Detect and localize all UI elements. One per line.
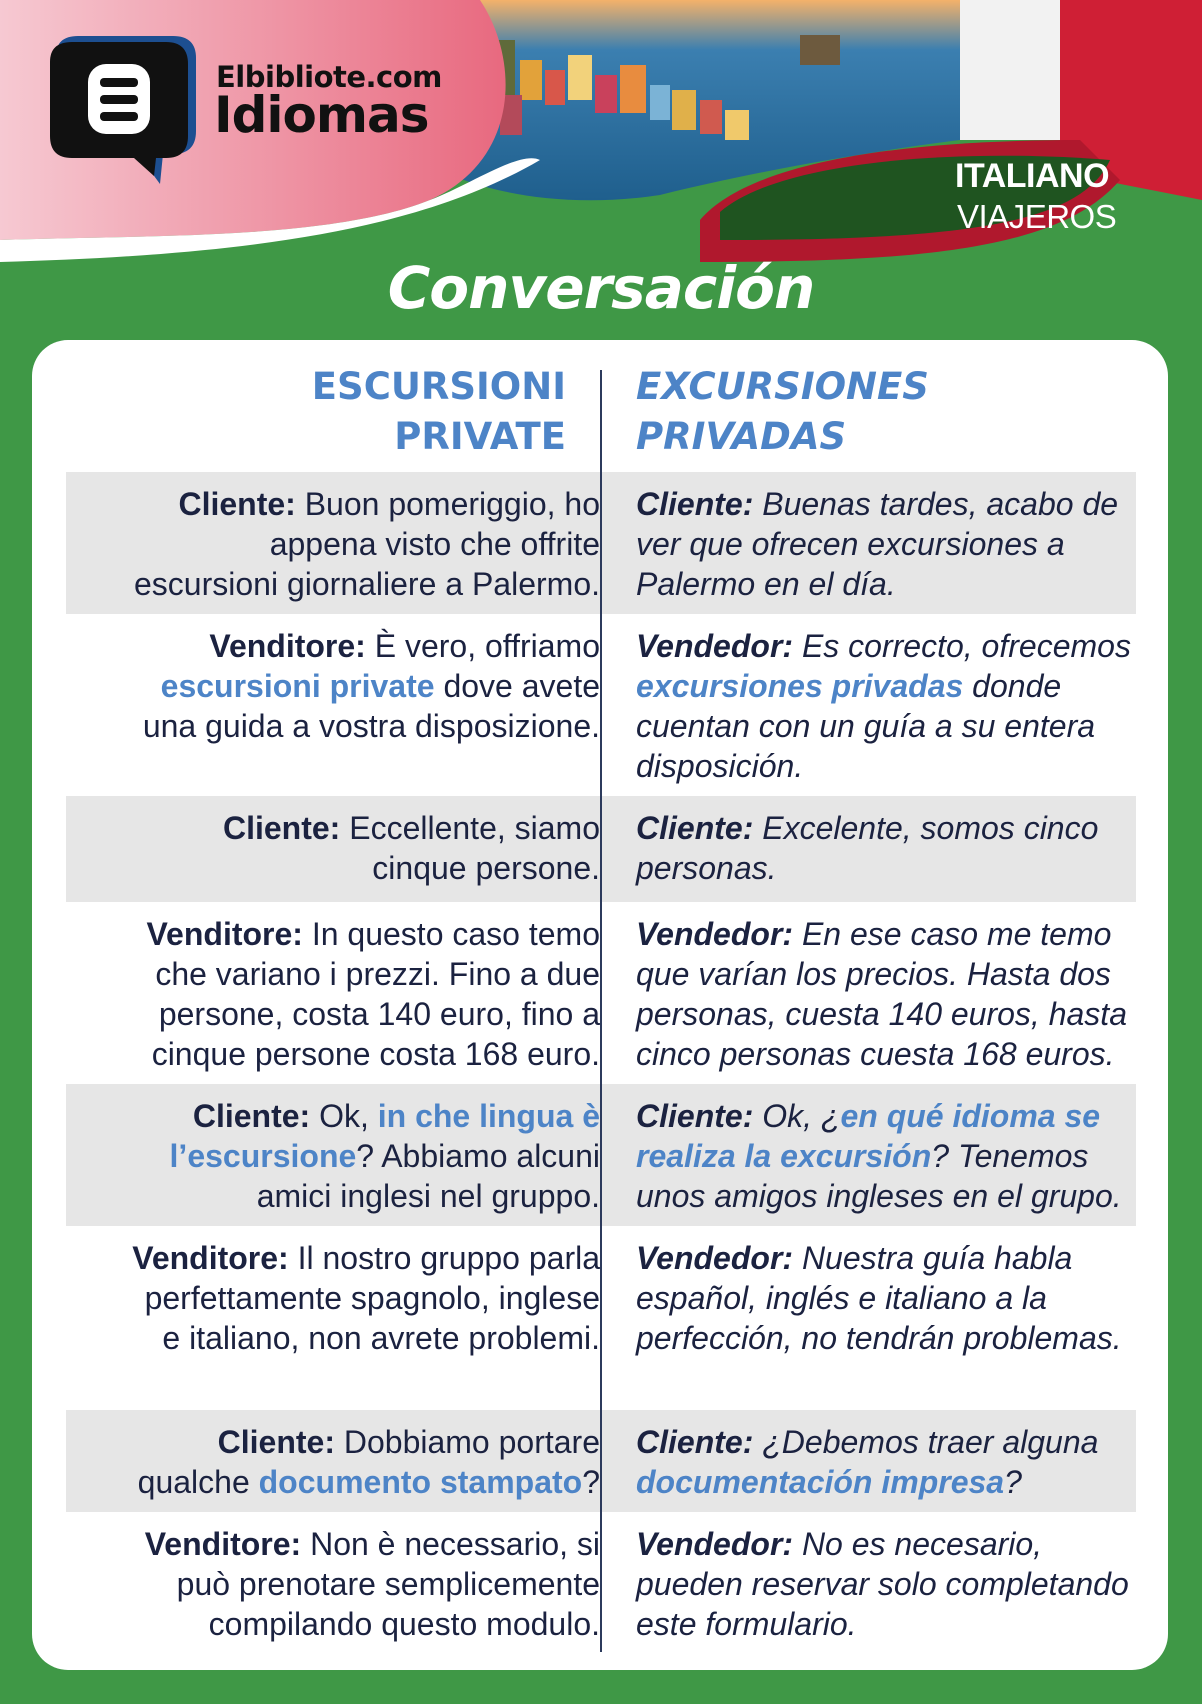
heading-line: PRIVADAS <box>636 415 847 458</box>
spanish-line <box>636 808 1131 888</box>
spanish-line <box>636 484 1131 604</box>
line-text: Il nostro gruppo parla perfettamente spagnolo, inglese e italiano, non avrete problemi. <box>144 1240 600 1356</box>
speaker-label: Cliente: <box>217 1424 335 1460</box>
line-text: È vero, offriamo <box>365 628 600 664</box>
highlight-phrase: excursiones privadas <box>636 668 964 704</box>
language-label: ITALIANO <box>955 157 1110 195</box>
line-text: Excelente, somos cinco personas. <box>636 810 1099 886</box>
chat-bubble-icon <box>48 36 208 186</box>
italian-line <box>120 1238 600 1358</box>
highlight-phrase: en qué idioma se realiza la excursión <box>636 1098 1101 1174</box>
speaker-label: Vendedor: <box>636 916 794 952</box>
header-banner <box>0 0 1202 270</box>
speaker-label: Cliente: <box>636 486 754 522</box>
page-title: Conversación <box>387 254 815 322</box>
line-text: In questo caso temo che variano i prezzi. Fino a due persone, costa 140 euro, fino a cinque persone costa 168 euro. <box>151 916 600 1072</box>
speaker-label: Venditore: <box>146 916 303 952</box>
italian-line <box>120 1096 600 1216</box>
highlight-phrase: documentación impresa <box>636 1464 1005 1500</box>
spanish-column-heading <box>636 362 1136 462</box>
italian-line <box>120 484 600 604</box>
line-text: ? Abbiamo alcuni amici inglesi nel gruppo. <box>256 1138 600 1214</box>
speaker-label: Venditore: <box>209 628 366 664</box>
speaker-label: Cliente: <box>178 486 296 522</box>
speaker-label: Cliente: <box>636 810 754 846</box>
italian-line <box>120 1524 600 1644</box>
heading-line: PRIVATE <box>394 415 566 458</box>
speaker-label: Cliente: <box>636 1098 754 1134</box>
speaker-label: Venditore: <box>132 1240 289 1276</box>
line-text: donde cuentan con un guía a su entera disposición. <box>636 668 1096 784</box>
italian-line <box>120 808 600 888</box>
level-label: VIAJEROS <box>957 198 1117 235</box>
spanish-line <box>636 1422 1131 1502</box>
line-text: ? Tenemos unos amigos ingleses en el grupo. <box>636 1138 1122 1214</box>
speaker-label: Cliente: <box>222 810 341 846</box>
highlight-phrase: escursioni private <box>160 668 435 704</box>
speaker-label: Cliente: <box>192 1098 311 1134</box>
speaker-label: Cliente: <box>636 1424 754 1460</box>
line-text: Ok, ¿ <box>753 1098 841 1134</box>
highlight-phrase: in che lingua è l’escursione <box>169 1098 600 1174</box>
speaker-label: Vendedor: <box>636 1240 794 1276</box>
spanish-line <box>636 626 1131 786</box>
brand-logo[interactable] <box>48 36 468 186</box>
highlight-phrase: documento stampato <box>258 1464 583 1500</box>
line-text: Es correcto, ofrecemos <box>793 628 1131 664</box>
speaker-label: Venditore: <box>144 1526 302 1562</box>
line-text: Dobbiamo portare qualche <box>137 1424 600 1500</box>
brand-name: Idiomas <box>214 86 429 144</box>
line-text: No es necesario, pueden reservar solo completando este formulario. <box>636 1526 1129 1642</box>
line-text: Nuestra guía habla español, inglés e italiano a la perfección, no tendrán problemas. <box>636 1240 1122 1356</box>
spanish-line <box>636 1096 1131 1216</box>
italian-line <box>120 1422 600 1502</box>
spanish-line <box>636 1238 1131 1358</box>
italian-line <box>120 914 600 1074</box>
flag-white <box>960 0 1060 140</box>
line-text: Buon pomeriggio, ho appena visto che offrite escursioni giornaliere a Palermo. <box>134 486 600 602</box>
line-text: ¿Debemos traer alguna <box>753 1424 1099 1460</box>
speaker-label: Vendedor: <box>636 628 794 664</box>
spanish-line <box>636 914 1131 1074</box>
site-name: Elbibliote.com <box>216 60 442 94</box>
heading-line: EXCURSIONES <box>636 365 929 408</box>
line-text: Eccellente, siamo cinque persone. <box>340 810 600 886</box>
column-divider <box>600 370 602 1652</box>
line-text: dove avete una guida a vostra disposizione. <box>142 668 600 744</box>
line-text: En ese caso me temo que varían los precios. Hasta dos personas, cuesta 140 euros, hasta cinco personas cuesta 168 euros. <box>636 916 1127 1072</box>
spanish-line <box>636 1524 1131 1644</box>
italian-line <box>120 626 600 746</box>
line-text: ? <box>582 1464 600 1500</box>
speaker-label: Vendedor: <box>636 1526 794 1562</box>
line-text: ? <box>1004 1464 1022 1500</box>
line-text: Buenas tardes, acabo de ver que ofrecen excursiones a Palermo en el día. <box>636 486 1119 602</box>
heading-line: ESCURSIONI <box>311 365 566 408</box>
line-text: Ok, <box>310 1098 378 1134</box>
italian-column-heading <box>266 362 566 462</box>
line-text: Non è necessario, si può prenotare semplicemente compilando questo modulo. <box>176 1526 600 1642</box>
